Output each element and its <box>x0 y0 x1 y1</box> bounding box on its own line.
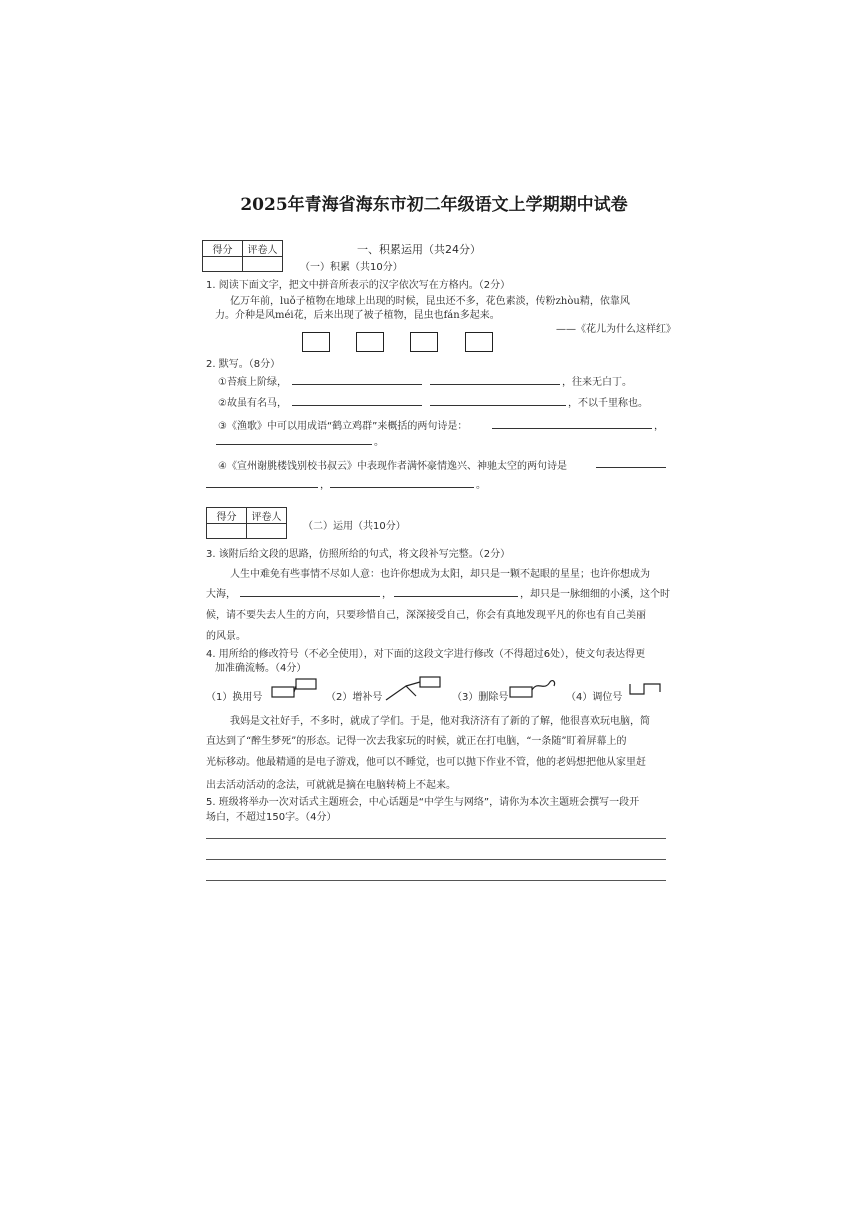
q2b-blank-1[interactable] <box>292 405 422 406</box>
answer-box-4[interactable] <box>465 332 493 352</box>
q2b-ending: ，不以千里称也。 <box>568 398 648 409</box>
grader-label: 评卷人 <box>247 508 287 524</box>
q1-passage-line2: 力。介种是风méi花，后来出现了被子植物，昆虫也fán多起来。 <box>215 310 500 321</box>
answer-box-3[interactable] <box>410 332 438 352</box>
q4-line2: 直达到了“醉生梦死”的形态。记得一次去我家玩的时候，就正在打电脑，“一条随”盯着屏幕上的 <box>206 736 627 747</box>
q2d-blank-3[interactable] <box>330 487 474 488</box>
score-table-1 <box>202 240 283 272</box>
q3-line2-prefix: 大海， <box>206 589 236 600</box>
symbol-delete-label: （3）删除号 <box>452 692 509 703</box>
score-label: 得分 <box>203 241 243 257</box>
q1-passage-line1: 亿万年前，luǒ子植物在地球上出现的时候，昆虫还不多，花色素淡，传粉zhòu精，依靠风 <box>230 296 630 307</box>
grader-cell[interactable] <box>247 524 287 539</box>
q4-stem: 4. 用所给的修改符号（不必全使用），对下面的这段文字进行修改（不得超过6处），使文句表达得更 <box>206 649 646 660</box>
section-application: （二）运用（共10分） <box>303 521 406 532</box>
q2-stem: 2. 默写。（8分） <box>206 359 281 370</box>
q4-line4: 出去活动活动的念法，可就就是摘在电脑转椅上不起来。 <box>206 780 456 791</box>
answer-line-2[interactable] <box>206 859 666 860</box>
transpose-mark-icon <box>626 680 666 700</box>
q3-line2-ending: ，却只是一脉细细的小溪，这个时 <box>520 589 670 600</box>
score-cell[interactable] <box>203 257 243 272</box>
part1-heading: 一、积累运用（共24分） <box>357 243 481 256</box>
q4-line1: 我妈是文社好手，不多时，就成了学们。于是，他对我济济有了新的了解，他很喜欢玩电脑，简 <box>230 716 650 727</box>
q3-stem: 3. 该附后给文段的思路，仿照所给的句式，将文段补写完整。（2分） <box>206 549 511 560</box>
q5-stem: 5. 班级将举办一次对话式主题班会，中心话题是“中学生与网络”，请你为本次主题班会撰写一段开 <box>206 797 640 808</box>
answer-line-3[interactable] <box>206 880 666 881</box>
q2a-blank-1[interactable] <box>292 384 422 385</box>
answer-box-1[interactable] <box>302 332 330 352</box>
q3-blank-2[interactable] <box>394 596 518 597</box>
q4-line3: 光标移动。他最精通的是电子游戏，他可以不睡觉，也可以抛下作业不管，他的老妈想把他从家里赶 <box>206 757 646 768</box>
score-cell[interactable] <box>207 524 247 539</box>
replace-mark-icon <box>266 678 320 702</box>
q2b-prefix: ②故虽有名马， <box>218 398 287 409</box>
q1-source: ——《花儿为什么这样红》 <box>556 324 676 335</box>
q5-stem-2: 场白，不超过150字。（4分） <box>206 812 337 823</box>
q2d-prompt: ④《宣州谢朓楼饯别校书叔云》中表现作者满怀豪情逸兴、神驰太空的两句诗是 <box>218 461 567 472</box>
q2c-prompt: ③《渔歌》中可以用成语“鹤立鸡群”来概括的两句诗是： <box>218 421 468 432</box>
q2a-blank-2[interactable] <box>430 384 560 385</box>
q4-stem-2: 加准确流畅。（4分） <box>215 663 307 674</box>
q3-line3: 候，请不要失去人生的方向，只要珍惜自己，深深接受自己，你会有真地发现平凡的你也有自己美丽 <box>206 610 646 621</box>
q2a-ending: ，往来无白丁。 <box>562 377 632 388</box>
page-title: 2025年青海省海东市初二年级语文上学期期中试卷 <box>240 195 628 215</box>
q2d-blank-2[interactable] <box>206 487 318 488</box>
q2a-prefix: ①苔痕上阶绿， <box>218 377 287 388</box>
score-label: 得分 <box>207 508 247 524</box>
q2c-blank-1[interactable] <box>492 428 652 429</box>
q3-line1: 人生中难免有些事情不尽如人意：也许你想成为太阳，却只是一颗不起眼的星星；也许你想成为 <box>230 569 650 580</box>
symbol-transpose-label: （4）调位号 <box>566 692 623 703</box>
symbol-insert-label: （2）增补号 <box>326 692 383 703</box>
section-accumulation: （一）积累（共10分） <box>300 262 403 273</box>
score-table-2 <box>206 507 287 539</box>
insert-mark-icon <box>382 676 442 702</box>
q2d-blank-1[interactable] <box>596 467 666 468</box>
answer-line-1[interactable] <box>206 838 666 839</box>
q3-line4: 的风景。 <box>206 631 246 642</box>
q2b-blank-2[interactable] <box>430 405 566 406</box>
q1-stem: 1. 阅读下面文字，把文中拼音所表示的汉字依次写在方格内。（2分） <box>206 280 511 291</box>
delete-mark-icon <box>506 678 560 702</box>
symbol-replace-label: （1）换用号 <box>206 692 263 703</box>
q3-blank-1[interactable] <box>240 596 380 597</box>
answer-box-2[interactable] <box>356 332 384 352</box>
grader-label: 评卷人 <box>243 241 283 257</box>
grader-cell[interactable] <box>243 257 283 272</box>
q2c-blank-2[interactable] <box>216 444 372 445</box>
